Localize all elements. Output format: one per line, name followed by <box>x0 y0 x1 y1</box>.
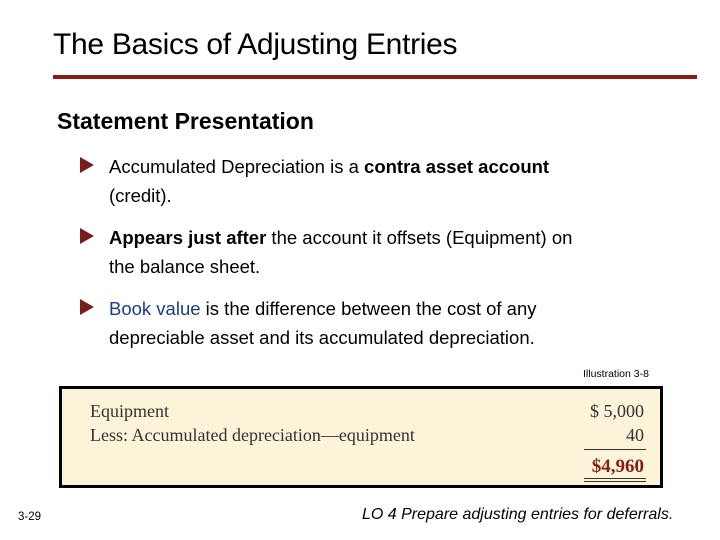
section-heading: Statement Presentation <box>57 108 314 134</box>
subtotal-rule <box>584 449 646 450</box>
bullet-text-plain: is the difference between the cost of any <box>200 298 537 319</box>
equipment-amount: $ 5,000 <box>590 401 644 421</box>
accumulated-depreciation-label: Less: Accumulated depreciation—equipment <box>90 425 415 445</box>
bullet-text-plain: Accumulated Depreciation is a <box>109 156 365 177</box>
bullet-text-bold: contra asset account <box>364 156 550 177</box>
illustration-label: Illustration 3-8 <box>583 368 649 380</box>
title-divider <box>53 75 697 79</box>
bullet-text-highlight: Book value <box>109 298 201 319</box>
triangle-bullet-icon <box>80 299 94 315</box>
learning-objective: LO 4 Prepare adjusting entries for deferrals. <box>362 506 674 523</box>
accumulated-depreciation-amount: 40 <box>626 425 644 445</box>
triangle-bullet-icon <box>80 228 94 244</box>
bullet-text-plain: the account it offsets (Equipment) on <box>266 227 573 248</box>
triangle-bullet-icon <box>80 157 94 173</box>
bullet-text-line2: the balance sheet. <box>109 256 261 277</box>
bullet-text <box>109 152 669 210</box>
equipment-label: Equipment <box>90 401 169 421</box>
book-value-amount: $4,960 <box>591 456 644 477</box>
bullet-text-bold: Appears just after <box>109 227 267 248</box>
bullet-text-line2: (credit). <box>109 185 172 206</box>
slide-number: 3-29 <box>18 511 42 523</box>
illustration-box <box>59 386 663 488</box>
total-double-rule-bottom <box>584 481 646 482</box>
bullet-text <box>109 223 669 281</box>
slide-title: The Basics of Adjusting Entries <box>53 28 458 61</box>
bullet-text <box>109 294 669 352</box>
total-double-rule-top <box>584 478 646 479</box>
bullet-text-line2: depreciable asset and its accumulated depreciation. <box>109 327 535 348</box>
